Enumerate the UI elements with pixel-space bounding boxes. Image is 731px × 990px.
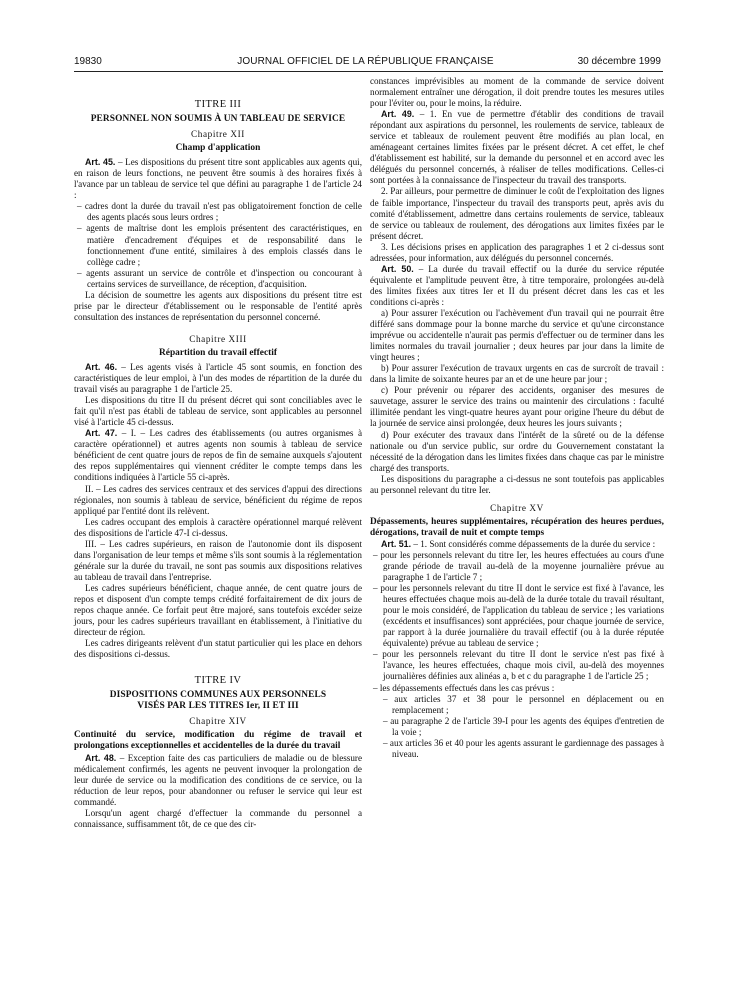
titre-4-heading: TITRE IV [194, 675, 242, 687]
article-45-list [74, 201, 362, 289]
article-47: Art. 47. – I. – Les cadres des établissements (ou autres organismes à caractère opérationnel) et autres agents non soumis à tableau de service bénéficient de cent quatre jours de repos de fin de semaine auxquels s'ajoutent des repos supplémentaires qui viennent créditer le compte temps dans les conditions indiquées à l'article 55 ci-après. [74, 428, 362, 483]
list-item: – les dépassements effectués dans les cas prévus : [373, 682, 555, 693]
list-item: – pour les personnels relevant du titre Ier, les heures effectuées au cours d'une grande période de travail au-delà de la moyenne journalière prévue au paragraphe 1 de l'article 7 ; [373, 549, 664, 583]
paragraph: Les cadres supérieurs bénéficient, chaque année, de cent quatre jours de repos et disposent d'un compte temps crédité forfaitairement de dix jours de repos chaque année. Ce forfait peut être majoré, sans toutefois excéder seize jours, pour les cadres supérieurs travaillant en établissement, à l'initiative du directeur de région. [74, 582, 362, 638]
paragraph: Les cadres dirigeants relèvent d'un statut particulier qui les place en dehors des dispositions ci-dessus. [74, 638, 362, 660]
header-rule [74, 71, 663, 72]
list-subitem: – au paragraphe 2 de l'article 39-I pour les agents des équipes d'entretien de la voie ; [383, 715, 664, 737]
page-header [0, 0, 731, 67]
issue-date: 30 décembre 1999 [577, 56, 661, 67]
list-subitem: – aux articles 36 et 40 pour les agents assurant le gardiennage des passages à niveau. [383, 737, 664, 759]
article-51-list [370, 550, 664, 760]
paragraph: b) Pour assurer l'exécution de travaux urgents en cas de surcroît de travail : dans la limite de soixante heures par an et de une heure par jour ; [370, 363, 664, 385]
chapter-15-heading: Chapitre XV [490, 502, 544, 513]
list-subitem: – aux articles 37 et 38 pour le personnel en déplacement ou en remplacement ; [383, 693, 664, 715]
left-column [74, 92, 362, 830]
article-49: Art. 49. – 1. En vue de permettre d'établir des conditions de travail répondant aux aspirations du personnel, les roulements de service, tableaux de service et tableaux de roulement peuvent être modifiés au plan local, en aménageant certaines limites fixées par le présent décret. A cet effet, le chef d'établissement est habilité, sur la demande du personnel et en accord avec les délégués du personnel concernés, à réaliser de telles modifications. Celles-ci sont portées à la connaissance de l'inspecteur du travail des transports. [370, 109, 664, 186]
paragraph: Lorsqu'un agent chargé d'effectuer la commande du personnel a connaissance, suffisamment tôt, de ce que des cir- [74, 807, 362, 829]
titre-4-subtitle-line1: DISPOSITIONS COMMUNES AUX PERSONNELS [109, 690, 327, 701]
article-45: Art. 45. – Les dispositions du présent titre sont applicables aux agents qui, en raison de leurs fonctions, ne peuvent être soumis à des horaires fixés à l'avance par un tableau de service tel que défini au paragraphe 1 de l'article 24 : [74, 157, 362, 201]
list-item: – pour les personnels relevant du titre II dont le service est fixé à l'avance, les heures effectuées chaque mois au-delà de la durée totale du travail résultant, pour le mois considéré, de l'application du tableau de service ; les variations (excédents et insuffisances) sont appréciées, pour chaque journée de service, par rapport à la durée journalière du travail effectif (ou à la durée réputée équivalente) prévue au tableau de service ; [373, 583, 664, 649]
journal-title: JOURNAL OFFICIEL DE LA RÉPUBLIQUE FRANÇAISE [237, 56, 494, 67]
chapter-14-title: Continuité du service, modification du régime de travail et prolongations exceptionnelles et accidentelles de la durée du travail [74, 730, 362, 752]
article-label: Art. 50. [381, 263, 414, 274]
article-label: Art. 48. [85, 752, 117, 763]
list-item: – agents assurant un service de contrôle et d'inspection ou concourant à certains services de surveillance, de réception, d'acquisition. [77, 267, 362, 289]
paragraph: La décision de soumettre les agents aux dispositions du présent titre est prise par le directeur d'établissement ou le responsable de l'entité après consultation des instances de représentation du personnel concerné. [74, 289, 362, 322]
article-48: Art. 48. – Exception faite des cas particuliers de maladie ou de blessure médicalement confirmés, les agents ne peuvent invoquer la prolongation de leur durée de service ou la modification des conditions de ce service, ou la réduction de leur repos, pour abandonner ou refuser le service qui leur est commandé. [74, 752, 362, 807]
paragraph: III. – Les cadres supérieurs, en raison de l'autonomie dont ils disposent dans l'organisation de leur temps et même s'ils sont soumis à la réglementation générale sur la durée du travail, ne sont pas soumis aux dispositions relatives au tableau de travail dans l'entreprise. [74, 538, 362, 582]
paragraph: 3. Les décisions prises en application des paragraphes 1 et 2 ci-dessus sont adressées, pour information, aux délégués du personnel concernés. [370, 241, 664, 263]
chapter-14-heading: Chapitre XIV [189, 716, 247, 727]
paragraph: a) Pour assurer l'exécution ou l'achèvement d'un travail qui ne pourrait être différé sans dommage pour la bonne marche du service et qu'une circonstance imprévue ou accidentelle n'aurait pas permis d'effectuer ou de terminer dans les limites normales du travail journalier ; deux heures par jour dans la limite de vingt heures ; [370, 307, 664, 363]
titre-4-subtitle-line2: VISÉS PAR LES TITRES Ier, II ET III [137, 701, 299, 712]
list-item: – agents de maîtrise dont les emplois présentent des caractéristiques, en matière d'encadrement d'équipes et de responsabilité dans le fonctionnement d'une entité, similaires à des emplois classés dans le collège cadre ; [77, 223, 362, 267]
chapter-12-heading: Chapitre XII [191, 129, 245, 140]
right-column [370, 76, 664, 760]
chapter-15-title: Dépassements, heures supplémentaires, récupération des heures perdues, dérogations, travail de nuit et compte temps [370, 516, 664, 538]
article-label: Art. 47. [85, 428, 118, 439]
chapter-12-title: Champ d'application [175, 143, 261, 154]
article-46: Art. 46. – Les agents visés à l'article 45 sont soumis, en fonction des caractéristiques de leur emploi, à l'un des modes de répartition de la durée du travail visés au paragraphe 1 de l'article 25. [74, 361, 362, 395]
chapter-13-title: Répartition du travail effectif [159, 347, 277, 358]
article-label: Art. 45. [85, 157, 116, 168]
list-item: – cadres dont la durée du travail n'est pas obligatoirement fonction de celle des agents placés sous leurs ordres ; [77, 201, 362, 223]
chapter-13-heading: Chapitre XIII [189, 333, 247, 344]
paragraph: c) Pour prévenir ou réparer des accidents, organiser des mesures de sauvetage, assurer le service des trains ou maintenir des circulations : faculté illimitée pendant les vingt-quatre heures ayant pour origine l'heure du début de la journée de service ainsi prolongée, deux heures les jours suivants ; [370, 385, 664, 429]
titre-3-subtitle: PERSONNEL NON SOUMIS À UN TABLEAU DE SERVICE [90, 114, 346, 125]
paragraph: Les cadres occupant des emplois à caractère opérationnel marqué relèvent des dispositions de l'article 47-I ci-dessus. [74, 516, 362, 538]
paragraph: Les dispositions du paragraphe a ci-dessus ne sont toutefois pas applicables au personnel relevant du titre Ier. [370, 473, 664, 495]
article-label: Art. 46. [85, 361, 118, 372]
list-item: – pour les personnels relevant du titre II dont le service n'est pas fixé à l'avance, les heures effectuées, chaque mois civil, au-delà des moyennes journalières définies aux alinéas a, b et c du paragraphe 1 de l'article 25 ; [373, 649, 664, 682]
titre-3-heading: TITRE III [194, 99, 242, 110]
article-50: Art. 50. – La durée du travail effectif ou la durée du service réputée équivalente et l'amplitude peuvent être, à titre temporaire, prolongées au-delà des limites fixées aux titres Ier et II du présent décret dans les cas et les conditions ci-après : [370, 263, 665, 307]
article-51: Art. 51. – 1. Sont considérés comme dépassements de la durée du service : [381, 538, 656, 549]
article-label: Art. 51. [381, 538, 412, 549]
article-label: Art. 49. [381, 109, 415, 120]
paragraph: 2. Par ailleurs, pour permettre de diminuer le coût de l'exploitation des lignes de faible importance, l'inspecteur du travail des transports peut, après avis du comité d'établissement, admettre dans certains roulements de service, tableaux de service ou tableaux de roulement, des dérogations aux limites fixées par le présent décret. [370, 186, 664, 241]
paragraph: II. – Les cadres des services centraux et des services d'appui des directions régionales, non soumis à tableau de service, bénéficient du régime de repos appliqué par l'entité dont ils relèvent. [74, 483, 362, 516]
paragraph: Les dispositions du titre II du présent décret qui sont conciliables avec le fait qu'il n'est pas établi de tableau de service, sont applicables au personnel visé à l'article 45 ci-dessus. [74, 395, 362, 428]
paragraph: d) Pour exécuter des travaux dans l'intérêt de la sûreté ou de la défense nationale ou d'un service public, sur ordre du Gouvernement constatant la nécessité de la dérogation dans les limites fixées dans chaque cas par le ministre chargé des transports. [370, 429, 664, 473]
paragraph: constances imprévisibles au moment de la commande de service doivent normalement entraîner une dérogation, il doit prendre toutes les mesures utiles pour l'éviter ou, pour le moins, la réduire. [370, 76, 664, 109]
page-number: 19830 [74, 56, 102, 67]
